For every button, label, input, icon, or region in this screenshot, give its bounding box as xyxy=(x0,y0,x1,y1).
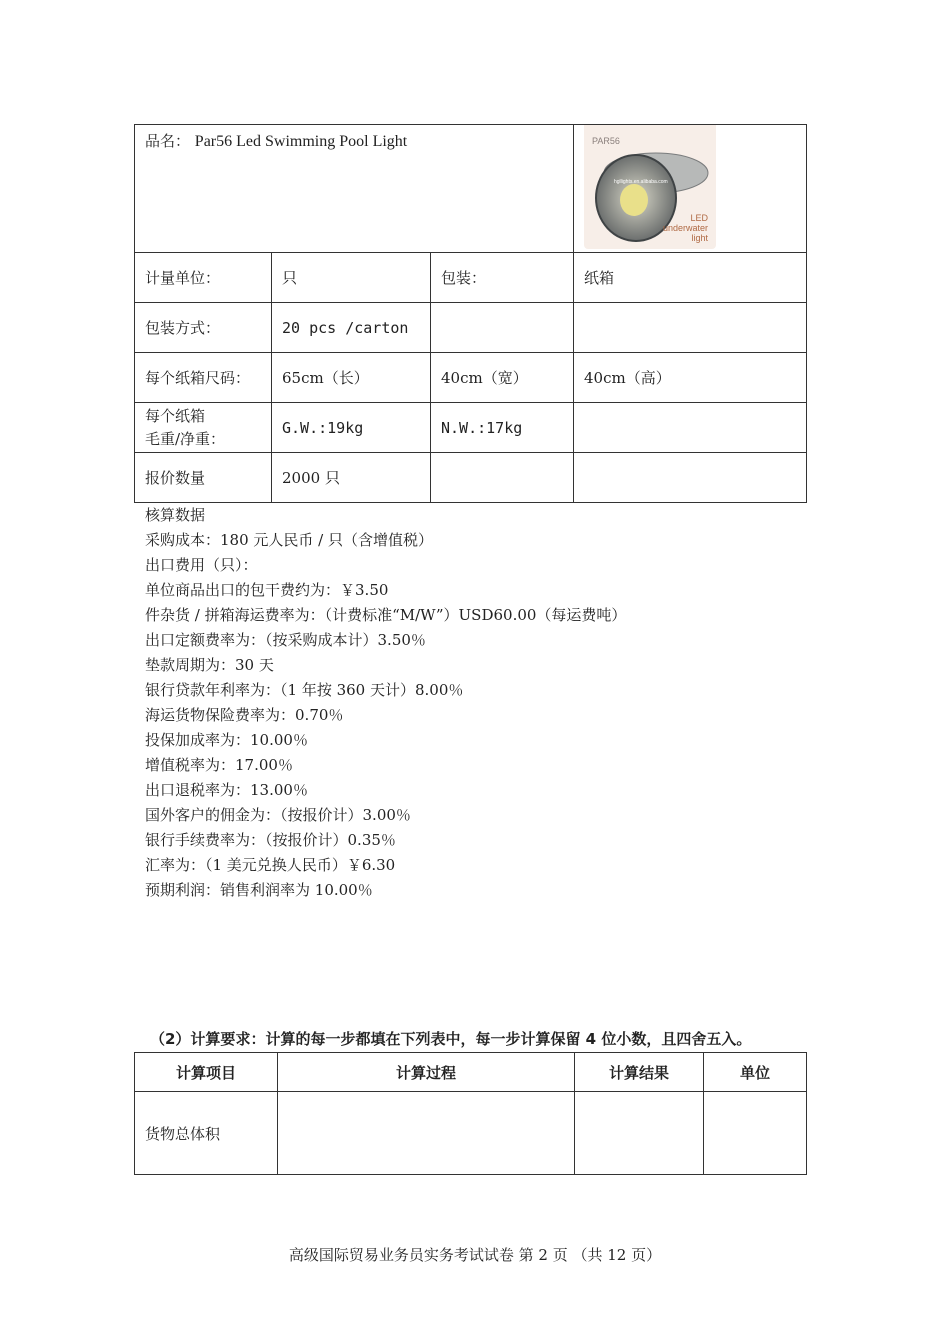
cell xyxy=(574,453,807,503)
header-unit: 单位 xyxy=(704,1053,807,1092)
cell: 包装方式： xyxy=(135,303,272,353)
page-footer: 高级国际贸易业务员实务考试试卷 第 2 页 （共 12 页） xyxy=(288,1246,662,1264)
calc-line: 件杂货 / 拼箱海运费率为：（计费标准“M/W”）USD60.00（每运费吨） xyxy=(145,606,627,624)
cell-process[interactable] xyxy=(278,1092,575,1175)
calc-line: 银行手续费率为：（按报价计）0.35％ xyxy=(145,831,396,849)
calc-requirement: （2）计算要求：计算的每一步都填在下列表中，每一步计算保留 4 位小数，且四舍五入。 xyxy=(150,1030,752,1048)
calc-line: 出口费用（只）： xyxy=(145,556,258,574)
product-photo xyxy=(584,125,716,249)
calc-line: 增值税率为：17.00％ xyxy=(145,756,293,774)
photo-label-underwater: underwater xyxy=(662,223,709,233)
cell: 包装： xyxy=(431,253,574,303)
calc-line: 采购成本：180 元人民币 / 只（含增值税） xyxy=(145,531,433,549)
photo-watermark: hgllights.en.alibaba.com xyxy=(614,179,668,185)
calc-line: 垫款周期为：30 天 xyxy=(145,656,274,674)
cell xyxy=(431,453,574,503)
table-row xyxy=(135,353,807,403)
cell: 2000 只 xyxy=(272,453,431,503)
calc-line: 出口定额费率为：（按采购成本计）3.50％ xyxy=(145,631,426,649)
cell: 计量单位： xyxy=(135,253,272,303)
cell xyxy=(574,303,807,353)
cell: 每个纸箱尺码： xyxy=(135,353,272,403)
cell: 纸箱 xyxy=(574,253,807,303)
product-info-table xyxy=(134,124,807,503)
table-row xyxy=(135,453,807,503)
calc-line: 汇率为：（1 美元兑换人民币）￥6.30 xyxy=(145,856,396,874)
calc-table-header xyxy=(135,1053,807,1092)
cell: 40cm（宽） xyxy=(431,353,574,403)
cell-item: 货物总体积 xyxy=(135,1092,278,1175)
calc-table xyxy=(134,1052,807,1175)
photo-label-par56: PAR56 xyxy=(592,136,620,146)
cell-unit[interactable] xyxy=(704,1092,807,1175)
calc-line: 投保加成率为：10.00％ xyxy=(145,731,308,749)
calc-line: 国外客户的佣金为：（按报价计）3.00％ xyxy=(145,806,411,824)
header-process: 计算过程 xyxy=(278,1053,575,1092)
product-name-value: Par56 Led Swimming Pool Light xyxy=(194,133,408,150)
cell: 40cm（高） xyxy=(574,353,807,403)
cell: 每个纸箱 毛重/净重： xyxy=(135,403,272,453)
cell xyxy=(574,403,807,453)
cell xyxy=(431,303,574,353)
header-result: 计算结果 xyxy=(575,1053,704,1092)
product-image-cell xyxy=(574,125,807,253)
cell: 只 xyxy=(272,253,431,303)
product-name-label: 品名： xyxy=(145,132,191,150)
photo-label-light: light xyxy=(691,233,709,243)
table-row xyxy=(135,403,807,453)
cell-result[interactable] xyxy=(575,1092,704,1175)
calc-line: 单位商品出口的包干费约为：￥3.50 xyxy=(145,581,389,599)
table-row xyxy=(135,1092,807,1175)
calc-line: 银行贷款年利率为：（1 年按 360 天计）8.00％ xyxy=(145,681,464,699)
cell: 65cm（长） xyxy=(272,353,431,403)
cell: 报价数量 xyxy=(135,453,272,503)
cell: G.W.:19kg xyxy=(272,403,431,453)
cell: N.W.:17kg xyxy=(431,403,574,453)
calc-line: 出口退税率为：13.00％ xyxy=(145,781,308,799)
header-item: 计算项目 xyxy=(135,1053,278,1092)
calc-line: 预期利润：销售利润率为 10.00％ xyxy=(145,881,373,899)
cell: 20 pcs /carton xyxy=(272,303,431,353)
calc-heading: 核算数据 xyxy=(145,506,206,524)
photo-label-led: LED xyxy=(690,213,709,223)
calc-line: 海运货物保险费率为：0.70％ xyxy=(145,706,344,724)
table-row xyxy=(135,253,807,303)
product-name-cell xyxy=(135,125,574,253)
table-row xyxy=(135,303,807,353)
calc-data-list xyxy=(145,503,626,903)
